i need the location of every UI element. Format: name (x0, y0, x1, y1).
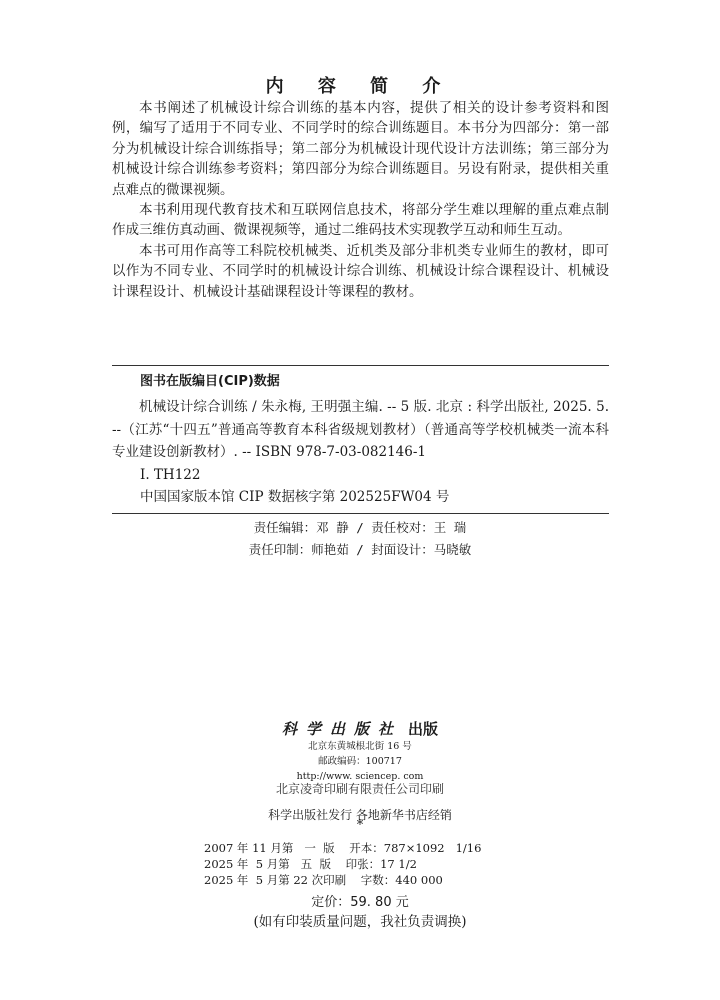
separator-star: * (356, 818, 364, 833)
publisher-postcode: 邮政编码：100717 (318, 756, 402, 767)
cip-heading: 图书在版编目(CIP)数据 (140, 374, 280, 389)
edition-row: 2025 年 5 月第 22 次印刷 字数：440 000 (204, 873, 443, 887)
edition-row: 2007 年 11 月第 一 版 开本：787×1092 1/16 (204, 841, 482, 855)
quality-note: (如有印装质量问题，我社负责调换) (253, 914, 467, 930)
cip-record: 机械设计综合训练 / 朱永梅, 王明强主编. -- 5 版. 北京 : 科学出版社, 2025. 5. --（江苏“十四五”普通高等教育本科省级规划教材）（普通高等学校机械类一流本科专业建设创新教材）. -- ISBN 978-7-03-082146-1 (112, 399, 609, 460)
edition-details (204, 840, 481, 888)
cip-approval-number: 中国国家版本馆 CIP 数据核字第 202525FW04 号 (140, 489, 450, 505)
cip-bottom-divider (112, 513, 609, 514)
cip-classification: Ⅰ. TH122 (140, 466, 201, 483)
responsibility-credits (0, 517, 720, 561)
summary-body (112, 98, 609, 302)
summary-title: 内 容 简 介 (265, 76, 455, 97)
editor-credits: 责任编辑：邓 静 / 责任校对：王 瑞 (253, 520, 467, 535)
summary-paragraph-1: 本书阐述了机械设计综合训练的基本内容，提供了相关的设计参考资料和图例，编写了适用于不同专业、不同学时的综合训练题目。本书分为四部分：第一部分为机械设计综合训练指导；第二部分为机械设计现代设计方法训练；第三部分为机械设计综合训练参考资料；第四部分为综合训练题目。另设有附录，提供相关重点难点的微课视频。 (112, 100, 609, 198)
summary-paragraph-3: 本书可用作高等工科院校机械类、近机类及部分非机类专业师生的教材，即可以作为不同专业、不同学时的机械设计综合训练、机械设计综合课程设计、机械设计课程设计、机械设计基础课程设计等课程的教材。 (112, 242, 609, 300)
publisher-logo-text: 科学出版社 (281, 720, 402, 738)
cip-record-block (112, 396, 609, 509)
printer-line: 北京凌奇印刷有限责任公司印刷 (275, 782, 444, 796)
edition-row: 2025 年 5 月第 五 版 印张：17 1/2 (204, 857, 417, 871)
production-credits: 责任印制：师艳茹 / 封面设计：马晓敏 (248, 542, 472, 557)
cip-top-divider (112, 365, 609, 366)
publisher-block (0, 718, 720, 784)
summary-paragraph-2: 本书利用现代教育技术和互联网信息技术，将部分学生难以理解的重点难点制作成三维仿真动画、微课视频等，通过二维码技术实现教学互动和师生互动。 (112, 202, 609, 239)
publisher-address: 北京东黄城根北街 16 号 (308, 741, 412, 752)
distribution-line: 科学出版社发行 各地新华书店经销 (268, 808, 452, 822)
price: 定价：59. 80 元 (311, 895, 409, 910)
publisher-suffix: 出版 (408, 720, 439, 738)
publisher-website: http://www. sciencep. com (296, 771, 424, 782)
publisher-name (0, 718, 720, 739)
